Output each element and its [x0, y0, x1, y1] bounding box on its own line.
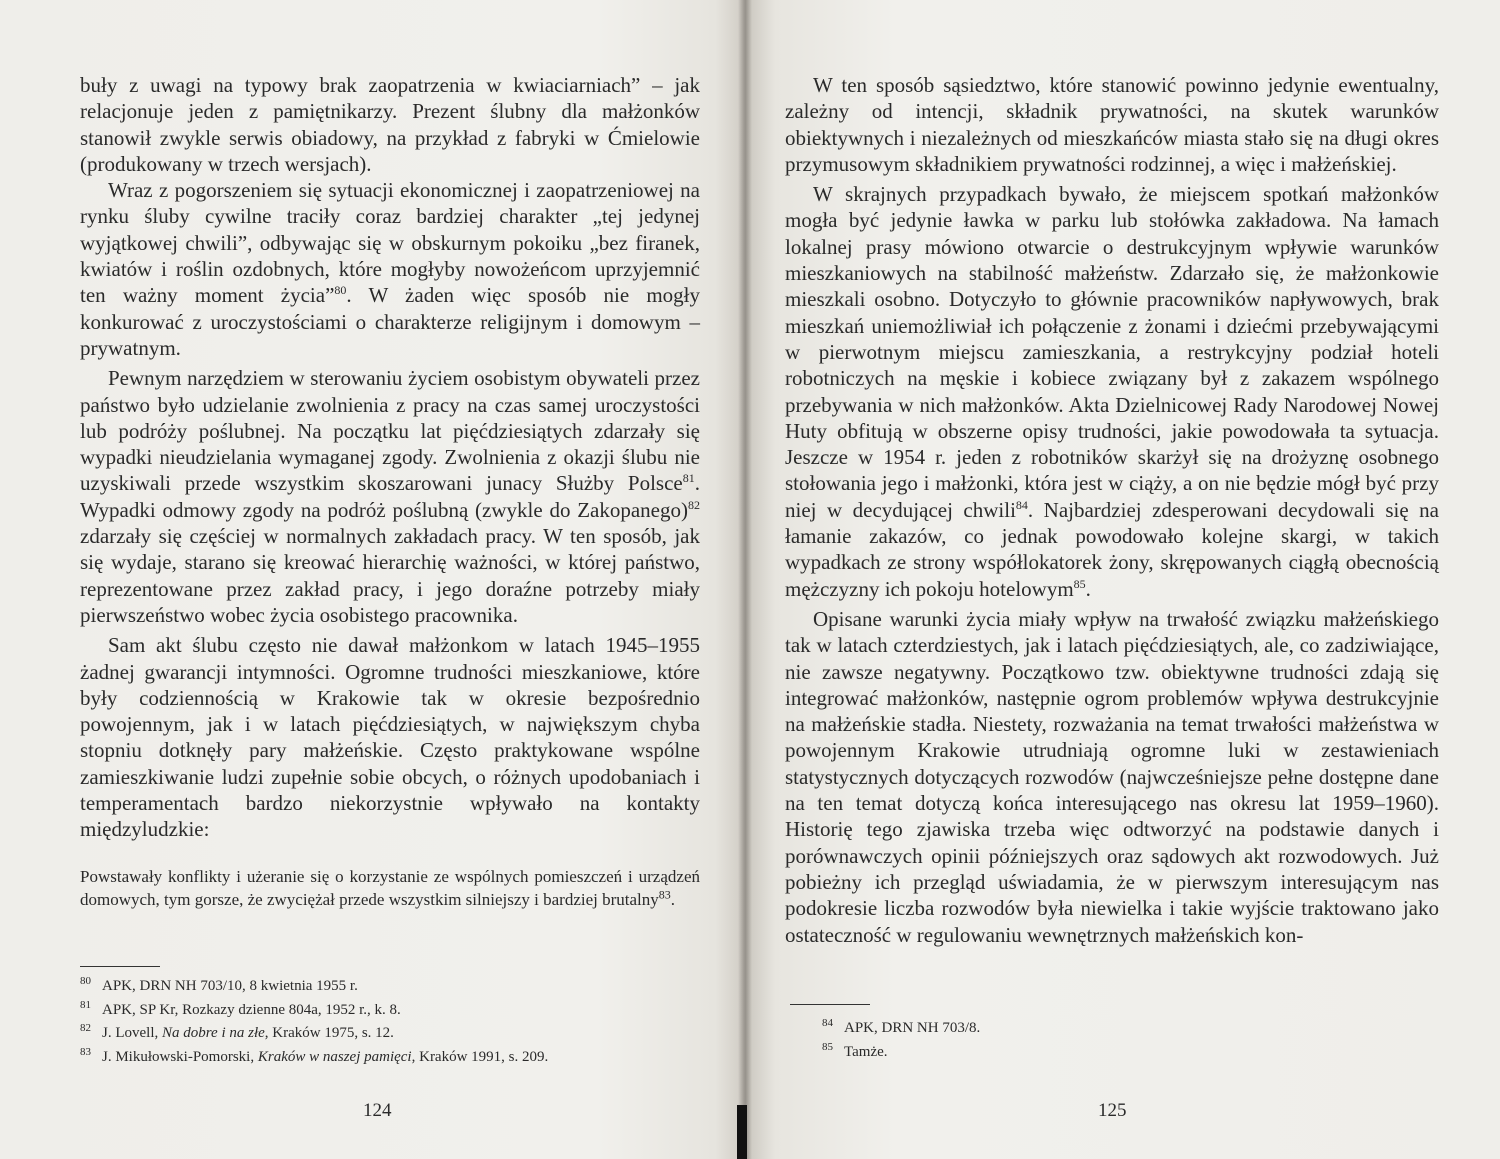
footnote: 85 Tamże. — [822, 1040, 888, 1060]
left-footnotes — [80, 975, 700, 1069]
paragraph-text: W skrajnych przypadkach bywało, że miejscem spotkań małżonków mogła być jedynie ławka w parku lub stołówka zakładowa. Na łamach lokalnej prasy mówiono otwarcie o destrukcyjnym wpływie warunków mieszkaniowych na stabilność małżeństw. Zdarzało się, że małżonkowie mieszkali osobno. Dotyczyło to głównie pracowników napływowych, brak mieszkań uniemożliwiał ich połączenie z żonami i dziećmi przebywającymi w pierwotnym miejscu zamieszkania, a restrykcyjny podział hoteli robotniczych na męskie i kobiece związany był z zakazem wspólnego przebywania w nich małżonków. Akta Dzielnicowej Rady Narodowej Nowej Huty obfitują w obszerne opisy trudności, jakie powodowała ta sytuacja. Jeszcze w 1954 r. jeden z robotników skarżył się na drożyznę osobnego stołowania jego i małżonki, która jest w ciąży, a on nie będzie mógł być przy niej w decydującej chwili — [785, 182, 1439, 522]
left-page — [0, 0, 745, 1159]
paragraph-text: . Najbardziej zdesperowani decydowali się na łamanie zakazów, co jednak powodowało kolejne skargi, w takich wypadkach ze strony współlokatorek żony, skrępowanych ciągłą obecnością mężczyzny ich pokoju hotelowym — [785, 497, 1440, 601]
paragraph — [785, 181, 1439, 602]
footnote-text: Tamże. — [844, 1043, 888, 1060]
paragraph — [80, 177, 700, 361]
footnote-ref[interactable]: 84 — [1015, 497, 1028, 512]
footnote-text: J. Lovell, — [102, 1025, 162, 1041]
paragraph-text: . Wypadki odmowy zgody na podróż poślubną (zwykle do Zakopanego) — [80, 471, 700, 522]
book-spine-shadow — [738, 0, 752, 1159]
footnote-text: , Kraków 1975, s. 12. — [264, 1025, 394, 1041]
block-quote: Powstawały konflikty i użeranie się o korzystanie ze wspólnych pomieszczeń i urządzeń domowych, tym gorsze, że zwyciężał przede wszystkim silniejszy i bardziej brutalny$^{83}$. — [80, 866, 700, 909]
footnote-ref[interactable]: 80 — [334, 283, 347, 298]
right-footnotes — [822, 1017, 1322, 1064]
footnote-ref[interactable]: 81 — [682, 471, 695, 486]
paragraph: buły z uwagi na typowy brak zaopatrzenia w kwiaciarniach” – jak relacjonuje jeden z pamiętnikarzy. Prezent ślubny dla małżonków stanowił zwykle serwis obiadowy, na przykład z fabryki w Ćmielowie (produkowany w trzech wersjach). — [80, 73, 700, 176]
page-number: 124 — [363, 1100, 392, 1121]
footnote-text: , Kraków 1991, s. 209. — [411, 1048, 549, 1065]
footnote-title: Na dobre i na złe — [162, 1025, 265, 1041]
footnote-text: APK, SP Kr, Rozkazy dzienne 804a, 1952 r., k. 8. — [102, 1001, 401, 1018]
right-page-body — [785, 72, 1439, 948]
footnote: 81 APK, SP Kr, Rozkazy dzienne 804a, 1952 r., k. 8. — [80, 998, 401, 1018]
footnote: 82 J. Lovell, Na dobre i na złe, Kraków 1975, s. 12. — [80, 1022, 394, 1041]
paragraph-text: . W żaden więc sposób nie mogły konkurować z uroczystościami o charakterze religijnym i domowym – prywatnym. — [80, 283, 700, 360]
footnote: 83 J. Mikułowski-Pomorski, Kraków w naszej pamięci, Kraków 1991, s. 209. — [80, 1045, 549, 1065]
footnote-text: J. Mikułowski-Pomorski, — [102, 1048, 258, 1065]
footnote-ref[interactable]: 82 — [688, 497, 700, 512]
paragraph-text: zdarzały się częściej w normalnych zakładach pracy. W ten sposób, jak się wydaje, starano się kreować hierarchię ważności, w której państwo, reprezentowane przez zakład pracy, i jego doraźne potrzeby miały pierwszeństwo wobec życia osobistego pracownika. — [80, 524, 700, 627]
footnote: 80 APK, DRN NH 703/10, 8 kwietnia 1955 r. — [80, 975, 358, 994]
footnote: 84 APK, DRN NH 703/8. — [822, 1017, 981, 1036]
paragraph-text: . — [1085, 576, 1091, 601]
paragraph-text: Wraz z pogorszeniem się sytuacji ekonomicznej i zaopatrzeniowej na rynku śluby cywilne traciły coraz bardziej charakter „tej jedynej wyjątkowej chwili”, odbywając się w obskurnym pokoiku „bez firanek, kwiatów i roślin ozdobnych, które mogłyby nowożeńcom uprzyjemnić ten ważny moment życia” — [80, 178, 700, 308]
quote-text: Powstawały konflikty i użeranie się o korzystanie ze wspólnych pomieszczeń i urządzeń domowych, tym gorsze, że zwyciężał przede wszystkim silniejszy i bardziej brutalny — [80, 866, 700, 909]
paragraph: W ten sposób sąsiedztwo, które stanowić powinno jedynie ewentualny, zależny od intencji, składnik prywatności, na skutek warunków obiektywnych i niezależnych od mieszkańców miasta stało się na długi okres przymusowym składnikiem prywatności rodzinnej, a więc i małżeńskiej. — [785, 73, 1439, 176]
right-page — [745, 0, 1500, 1159]
page-number: 125 — [1098, 1100, 1127, 1121]
footnote-title: Kraków w naszej pamięci — [257, 1048, 412, 1065]
footnote-rule — [80, 966, 160, 967]
footnote-ref[interactable]: 85 — [1073, 576, 1086, 591]
footnote-rule — [790, 1004, 870, 1005]
paragraph — [80, 365, 700, 628]
book-spine-gap — [737, 1105, 747, 1159]
paragraph: Sam akt ślubu często nie dawał małżonkom w latach 1945–1955 żadnej gwarancji intymności. Ogromne trudności mieszkaniowe, które były codziennością w Krakowie tak w okresie bezpośrednio powojennym, jak i w latach pięćdziesiątych, w największym chyba stopniu dotknęły pary małżeńskie. Często praktykowane wspólne zamieszkiwanie ludzi zupełnie sobie obcych, o różnych upodobaniach i temperamentach bardzo niekorzystnie wpływało na kontakty międzyludzkie: — [80, 633, 700, 842]
left-page-body — [80, 72, 700, 911]
paragraph-text: Pewnym narzędziem w sterowaniu życiem osobistym obywateli przez państwo było udzielanie zwolnienia z pracy na czas samej uroczystości lub podróży poślubnej. Na początku lat pięćdziesiątych zdarzały się wypadki nieudzielania wymaganej zgody. Zwolnienia z okazji ślubu nie uzyskiwali przede wszystkim skoszarowani junacy Służby Polsce — [80, 366, 700, 496]
footnote-ref[interactable]: 83 — [658, 886, 671, 901]
footnote-text: APK, DRN NH 703/10, 8 kwietnia 1955 r. — [102, 978, 358, 994]
paragraph: Opisane warunki życia miały wpływ na trwałość związku małżeńskiego tak w latach czterdziestych, jak i latach pięćdziesiątych, ale, co zadziwiające, nie zawsze negatywny. Początkowo tzw. obiektywne trudności zdają się integrować małżonków, następnie ogrom problemów wpływa destrukcyjnie na małżeńskie stadła. Niestety, rozważania na temat trwałości małżeństwa w powojennym Krakowie utrudniają ogromne luki w zestawieniach statystycznych dotyczących rozwodów (najwcześniejsze pełne dostępne dane na ten temat dotyczą końca interesującego nas okresu lat 1959–1960). Historię tego zjawiska trzeba więc odtworzyć na podstawie danych i porównawczych opinii późniejszych oraz sądowych akt rozwodowych. Już pobieżny ich przegląd uświadamia, że w pierwszym interesującym nas podokresie liczba rozwodów była niewielka i takie wyjście traktowano jako ostateczność w regulowaniu wewnętrznych małżeńskich kon- — [785, 606, 1439, 947]
footnote-text: APK, DRN NH 703/8. — [844, 1020, 981, 1036]
